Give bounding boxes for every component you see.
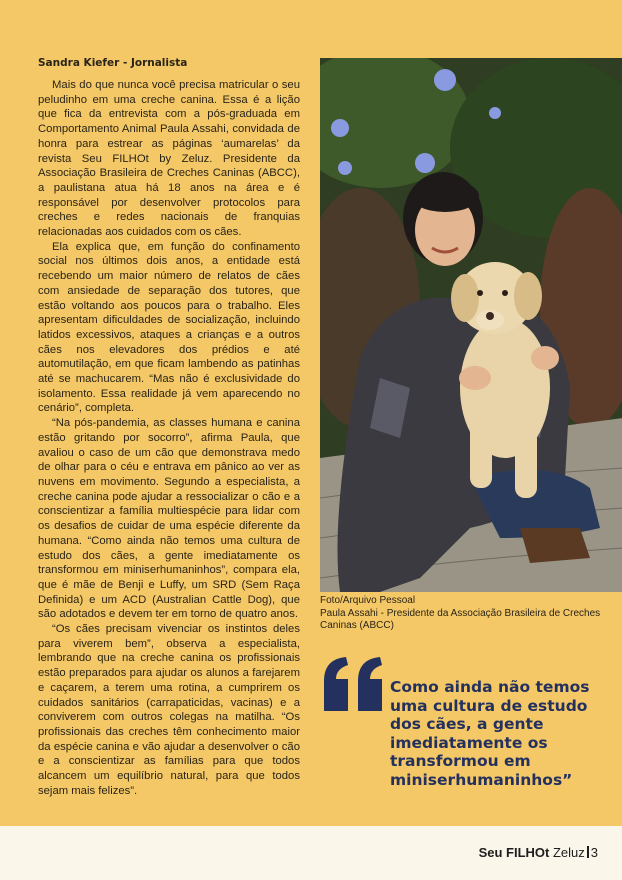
page-number: 3 bbox=[590, 845, 598, 860]
byline: Sandra Kiefer - Jornalista bbox=[38, 57, 188, 69]
photo-woman-with-puppy bbox=[320, 58, 622, 592]
pull-quote: Como ainda não temos uma cultura de estudo dos cães, a gente imediatamente os transformou em miniserhumaninhos” bbox=[390, 678, 590, 789]
quote-mark-icon bbox=[320, 655, 386, 718]
article-paragraph: “Os cães precisam vivenciar os instintos deles para viverem bem”, observa a especialista, lembrando que na creche canina os profissionais estão preparados para ajudar os alunos a farejarem e caçarem, a terem uma rotina, a cumprirem os cuidados sanitários (carrapaticidas, vacinas) e a conviverem com outros colegas na matilha. “Os profissionais das creches têm conhecimento maior da espécie canina e vão ajudar a desenvolver o cão e a conscientizar as famílias para que todos alcancem um equilíbrio natural, para que todos sejam mais felizes”. bbox=[38, 623, 300, 797]
footer-brand: Seu FILHOt bbox=[478, 845, 550, 860]
photo-caption bbox=[320, 595, 610, 633]
page-footer bbox=[0, 826, 622, 880]
article-paragraph: “Na pós-pandemia, as classes humana e canina estão gritando por socorro”, afirma Paula, que avaliou o caso de um cão que demonstrava medo de olhar para o céu e entrava em pânico ao ver as nuvens em movimento. Segundo a especialista, a creche canina pode ajudar a ressocializar o cão e a conscientizar a família multiespécie para lidar com os desafios de cuidar de uma espécie diferente da humana. “Como ainda não temos uma cultura de estudo dos cães, a gente imediatamente os transformou em miniserhumaninhos”, compara ela, que é mãe de Benji e Luffy, um SRD (Sem Raça Definida) e um ACD (Australian Cattle Dog), que são adotados e devem ter em torno de quatro anos. bbox=[38, 417, 300, 621]
photo-credit: Foto/Arquivo Pessoal bbox=[320, 595, 416, 606]
article-paragraph: Ela explica que, em função do confinamento social nos últimos dois anos, a entidade está recebendo um maior número de relatos de cães com ansiedade de separação dos tutores, que estão voltando aos poucos para o trabalho. Eles apresentam dificuldades de socialização, incluindo latidos excessivos, ataques a crianças e a outros cães nos elevadores dos prédios e até automutilação, em que ficam lambendo as patinhas até se machucarem. “Mas não é exclusividade do isolamento. Essa realidade já vem aparecendo no cenário”, completa. bbox=[38, 240, 300, 415]
article-paragraph: Mais do que nunca você precisa matricular o seu peludinho em uma creche canina. Essa é a lição que fica da entrevista com a pós-graduada em Comportamento Animal Paula Assahi, convidada de honra para estrear as páginas ‘aumarelas’ da revista Seu FILHOt by Zeluz. Presidente da Associação Brasileira de Creches Caninas (ABCC), a paulistana atua há 18 anos na área e é responsável por desenvolver protocolos para creches e redes nacionais de franquias relacionadas aos cuidados com os cães. bbox=[38, 79, 300, 239]
footer-sub: Zeluz bbox=[552, 845, 585, 860]
article-body bbox=[38, 78, 300, 798]
caption-text: Paula Assahi - Presidente da Associação Brasileira de Creches Caninas (ABCC) bbox=[320, 607, 601, 631]
footer-branding bbox=[479, 845, 598, 860]
footer-divider bbox=[587, 846, 589, 858]
